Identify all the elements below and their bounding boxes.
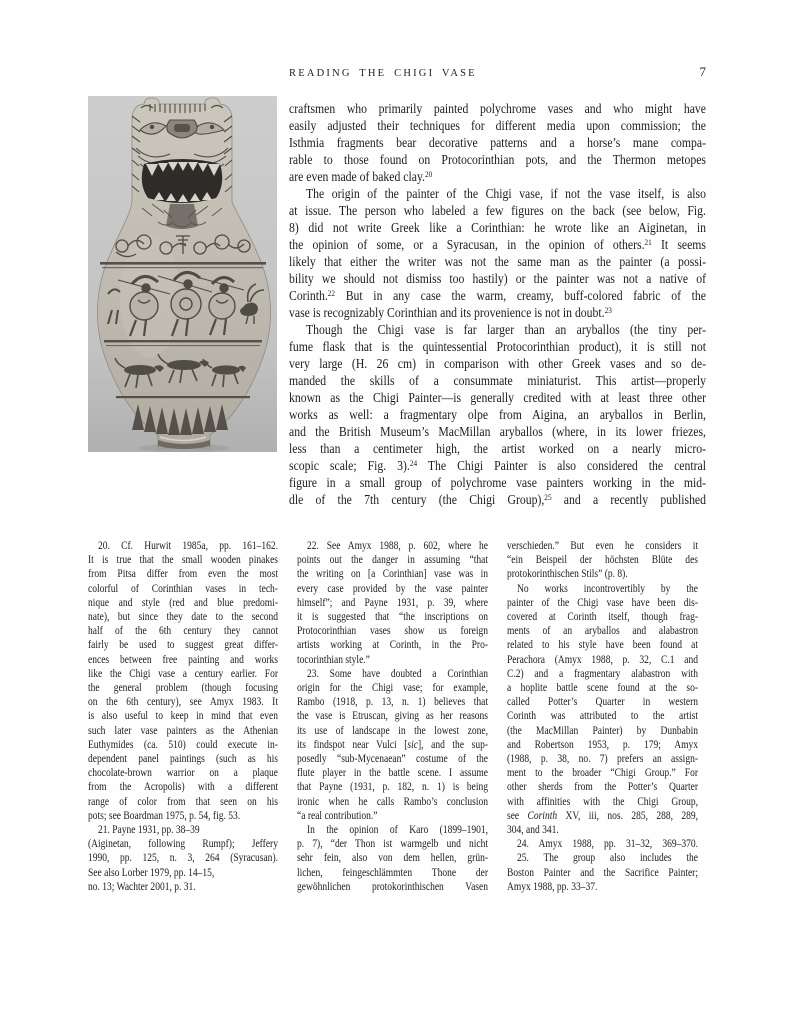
- text-line: ments of an aryballos and alabastron: [507, 625, 698, 638]
- text-line: 23. Some have doubted a Corinthian: [306, 667, 488, 680]
- page-number: 7: [699, 64, 706, 79]
- text-line: flute player in the battle scene. I assume: [297, 767, 488, 780]
- text-line: pots; see Boardman 1975, p. 54, fig. 53.: [88, 809, 241, 822]
- text-line: from Pitsa differ from even the most: [88, 568, 278, 581]
- main-text-column: [289, 100, 706, 508]
- band: [102, 267, 263, 268]
- text-line: 20. Cf. Hurwit 1985a, pp. 161–162.: [97, 540, 278, 552]
- text-line: Perachora (Amyx 1988, p. 32, C.1 and: [507, 653, 698, 666]
- text-line: Protocorinthian vases show us foreign: [297, 625, 488, 638]
- text-line: The origin of the painter of the Chigi vase, if not the vase itself, is also: [306, 186, 706, 201]
- text-line: nate), but since they date to the second: [88, 611, 278, 624]
- footnotes-1: [88, 539, 278, 894]
- text-line: half of the 6th century they cannot: [88, 625, 278, 638]
- text-line: (the MacMillan Painter) by Dunbabin: [507, 724, 698, 737]
- text-line: verschieden.” But even he considers it: [507, 540, 698, 552]
- text-line: called Potter’s Quarter in western: [507, 696, 698, 709]
- text-line: related to his style have been found at: [507, 639, 698, 652]
- text-line: Amyx 1988, pp. 33–37.: [507, 880, 598, 893]
- text-line: chocolate-brown warrior on a plaque: [88, 767, 278, 780]
- text-line: the opinion of some, or a Syracusan, in the opinion of others.$^{21}$ It seems: [289, 236, 706, 252]
- text-line: No works incontrovertibly by the: [516, 582, 698, 595]
- text-line: “ein Beispeil der höchsten Blüte des: [507, 554, 698, 567]
- text-line: tocorinthian style.”: [297, 653, 370, 666]
- text-line: like the Chigi vase a century earlier. For: [88, 667, 278, 680]
- text-line: manded the skills of a consummate miniaturist. This artist—properly: [289, 373, 706, 388]
- text-line: (1988, p. 38, no. 7) prefers an assign-: [507, 753, 698, 766]
- text-line: dle of the 7th century (the Chigi Group),$^{25}$ and a recently published: [289, 491, 707, 507]
- text-line: craftsmen who primarily painted polychrome vases and who might have: [289, 101, 706, 116]
- band: [104, 340, 262, 342]
- text-line: works as well: a fragmentary olpe from Aigina, an aryballos in Berlin,: [289, 407, 706, 422]
- text-line: sehr fein, also von dem hellen, grün-: [297, 852, 488, 865]
- text-line: 24. Amyx 1988, pp. 31–32, 369–370.: [516, 838, 698, 851]
- text-line: less than a centimeter high, the artist worked on a nearly micro-: [289, 441, 706, 456]
- text-line: with affinities with the Chigi Group,: [507, 795, 698, 808]
- text-line: and the British Museum’s MacMillan aryballos (where, in its lower friezes,: [289, 424, 706, 439]
- text-line: covered at Corinth itself, though frag-: [507, 611, 698, 624]
- text-line: (Aiginetan, following Rumpf); Jeffery: [88, 838, 278, 851]
- text-line: fairly be used to suggest great differ-: [88, 639, 278, 652]
- text-line: posedly “sub-Mycenaean” costume of the: [297, 753, 488, 766]
- text-line: ences between free painting and works: [88, 653, 278, 666]
- text-line: ment to the broader “Chigi Group.” For: [507, 767, 698, 780]
- main-text: [289, 100, 706, 508]
- text-line: See also Lorber 1979, pp. 14–15,: [88, 866, 215, 879]
- text-line: and Robertson 1953, p. 179; Amyx: [507, 738, 698, 751]
- text-line: 8) did not write Greek like a Corinthian: he wrote like an Aiginetan, in: [289, 220, 706, 235]
- text-line: Euthymides (ca. 510) could execute in-: [88, 738, 278, 751]
- text-line: the vase is Etruscan, giving as her reasons: [297, 710, 488, 723]
- running-header-title: READING THE CHIGI VASE: [289, 68, 477, 79]
- text-line: dependent panel paintings (such as his: [88, 753, 278, 766]
- band: [106, 345, 260, 346]
- text-line: gewöhnlichen protokorinthischen Vasen: [297, 880, 488, 893]
- text-line: Rambo (1918, p. 13, n. 1) believes that: [297, 696, 488, 709]
- text-line: the general problem (though focusing: [88, 682, 278, 695]
- text-line: likely that either the writer was not the same man as the painter (a possi-: [289, 254, 706, 269]
- text-line: is also useful to keep in mind that even: [88, 710, 278, 723]
- text-line: Boston Painter and the Sacrifice Painter;: [507, 866, 698, 879]
- text-line: range of color from that seen on his: [88, 795, 278, 808]
- text-line: protokorinthischen Stils” (p. 8).: [507, 568, 628, 581]
- chigi-vase-photo: [88, 96, 277, 452]
- text-line: the writing on [a Corinthian] vase was in: [297, 568, 488, 581]
- chigi-vase-illustration: [88, 96, 277, 452]
- text-line: scopic scale; Fig. 3).$^{24}$ The Chigi Painter is also considered the central: [289, 457, 706, 473]
- text-line: 22. See Amyx 1988, p. 602, where he: [306, 540, 488, 552]
- text-line: “a real contribution.”: [297, 809, 378, 822]
- text-line: it is suggested that “the inscriptions on: [297, 611, 488, 624]
- text-line: see Corinth XV, iii, nos. 285, 288, 289,: [507, 809, 698, 822]
- text-line: such later vase painters as the Athenian: [88, 724, 278, 737]
- text-line: 21. Payne 1931, pp. 38–39: [97, 824, 200, 837]
- text-line: are even made of baked clay.$^{20}$: [289, 168, 433, 184]
- text-line: origin for the Chigi vase; for example,: [297, 682, 488, 695]
- text-line: 304, and 341.: [507, 824, 559, 837]
- footnotes-3: [507, 539, 698, 894]
- text-line: figure in a small group of polychrome vase painters working in the mid-: [289, 475, 706, 490]
- text-line: that Payne (1931, p. 182, n. 1) is being: [297, 781, 488, 794]
- text-line: on the 6th century), see Amyx 1983. It: [88, 696, 278, 709]
- text-line: a hoplite battle scene found at the so-: [507, 682, 698, 695]
- text-line: artists working at Corinth, in the Pro-: [297, 639, 488, 652]
- text-line: Isthmia fragments bear decorative patterns and a horse’s mane compa-: [289, 135, 706, 150]
- text-line: Though the Chigi vase is far larger than an aryballos (the tiny per-: [306, 322, 706, 337]
- text-line: Corinth was attributed to the artist: [507, 710, 698, 723]
- footnotes-2: [297, 539, 488, 894]
- band: [100, 262, 266, 265]
- text-line: its use of landscape in the lowest zone,: [297, 724, 488, 737]
- text-line: p. 7), “der Thon ist warmgelb und nicht: [297, 838, 488, 851]
- text-line: its findspot near Vulci [sic], and the sup-: [297, 738, 488, 751]
- text-line: C.2) and a fragmentary alabastron with: [507, 667, 698, 680]
- text-line: known as the Chigi Painter—is generally credited with at least three other: [289, 390, 706, 405]
- text-line: ironic when he calls Rambo’s conclusion: [297, 795, 488, 808]
- text-line: painter of the Chigi vase have been dis-: [507, 596, 698, 609]
- text-line: 25. The group also includes the: [516, 852, 698, 865]
- running-header: [289, 64, 706, 80]
- text-line: In the opinion of Karo (1899–1901,: [306, 824, 488, 837]
- text-line: easily adjusted their techniques for different media upon commission; the: [289, 118, 706, 133]
- footnote-column-2: [297, 539, 488, 894]
- text-line: from the Acropolis) with a different: [88, 781, 278, 794]
- text-line: nique and style (red and blue predomi-: [88, 596, 278, 609]
- text-line: lichen, feingeschlämmten Thone der: [297, 866, 488, 879]
- text-line: Corinth.$^{22}$ But in any case the warm, creamy, buff-colored fabric of the: [289, 287, 706, 303]
- text-line: fume flask that is the quintessential Protocorinthian product), it is still not: [289, 339, 706, 354]
- text-line: no. 13; Wachter 2001, p. 31.: [88, 880, 196, 893]
- text-line: It is true that the small wooden pinakes: [88, 554, 278, 567]
- text-line: other sherds from the Potter’s Quarter: [507, 781, 698, 794]
- band: [116, 396, 250, 398]
- text-line: at issue. The person who labeled a few figures on the back (see below, Fig.: [289, 203, 706, 218]
- text-line: colorful of Corinthian vases in tech-: [88, 582, 278, 595]
- text-line: bility we should not dismiss too hastily) or the painter was not a native of: [289, 271, 706, 286]
- footnote-column-1: [88, 539, 278, 894]
- text-line: himself”; and Payne 1931, p. 39, where: [297, 596, 488, 609]
- text-line: every case provided by the vase painter: [297, 582, 488, 595]
- text-line: 1990, pp. 125, n. 3, 264 (Syracusan).: [88, 852, 278, 865]
- text-line: rable to those found on Protocorinthian pots, and the Thermon metopes: [289, 152, 706, 167]
- text-line: vase is recognizably Corinthian and its provenience is not in doubt.$^{23}$: [289, 304, 612, 320]
- text-line: points out the danger in assuming “that: [297, 554, 488, 567]
- footnote-column-3: [507, 539, 698, 894]
- text-line: very large (H. 26 cm) in comparison with other Greek vases and so de-: [289, 356, 706, 371]
